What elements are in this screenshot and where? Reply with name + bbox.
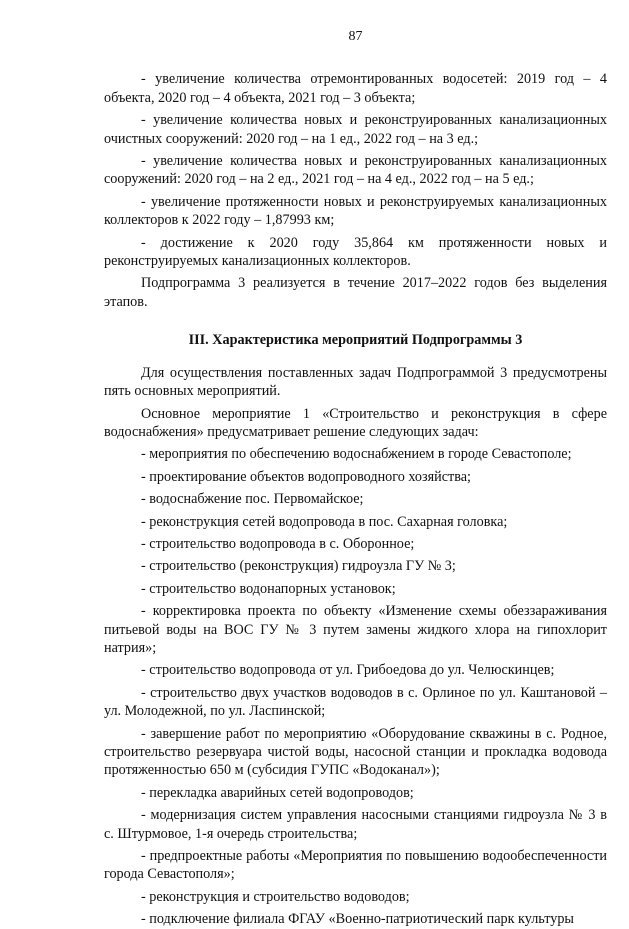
paragraph: Для осуществления поставленных задач Подпрограммой 3 предусмотрены пять основных мероприятий.: [104, 364, 607, 400]
paragraph: - достижение к 2020 году 35,864 км протяженности новых и реконструируемых канализационных коллекторов.: [104, 234, 607, 270]
list-item: - перекладка аварийных сетей водопроводов;: [141, 784, 414, 801]
paragraph: - увеличение количества новых и реконструированных канализационных очистных сооружений: 2020 год – на 1 ед., 2022 год – на 3 ед.;: [104, 112, 607, 147]
list-item: - реконструкция и строительство водоводов;: [141, 888, 410, 905]
list-item: - модернизация систем управления насосными станциями гидроузла № 3 в с. Штурмовое, 1-я очередь строительства;: [104, 807, 607, 842]
paragraph: - увеличение количества новых и реконструированных канализационных сооружений: 2020 год – на 2 ед., 2021 год – на 4 ед., 2022 год – на 5 ед.;: [104, 153, 607, 188]
list-item: - строительство водопровода в с. Оборонное;: [141, 535, 415, 552]
page-number: 87: [348, 29, 363, 44]
list-item: - подключение филиала ФГАУ «Военно-патриотический парк культуры: [141, 911, 574, 928]
list-item: - строительство двух участков водоводов в с. Орлиное по ул. Каштановой – ул. Молодежной, по ул. Ласпинской;: [104, 684, 607, 720]
list-item: - строительство водонапорных установок;: [141, 580, 396, 597]
list-item: - водоснабжение пос. Первомайское;: [141, 491, 364, 508]
paragraph: - увеличение протяженности новых и реконструируемых канализационных коллекторов к 2022 году – 1,87993 км;: [104, 193, 607, 229]
list-item: - предпроектные работы «Мероприятия по повышению водообеспеченности города Севастополя»;: [104, 848, 607, 883]
section-heading: III. Характеристика мероприятий Подпрограммы 3: [188, 332, 523, 349]
list-item: - реконструкция сетей водопровода в пос. Сахарная головка;: [141, 513, 508, 530]
list-item: - корректировка проекта по объекту «Изменение схемы обеззараживания питьевой воды на ВОС ГУ № 3 путем замены жидкого хлора на гипохлорит натрия»;: [104, 603, 607, 656]
text-block-bottom: [104, 364, 607, 929]
list-item: - мероприятия по обеспечению водоснабжением в городе Севастополе;: [141, 446, 572, 463]
paragraph: - увеличение количества отремонтированных водосетей: 2019 год – 4 объекта, 2020 год – 4 объекта, 2021 год – 3 объекта;: [104, 71, 607, 106]
list-item: - строительство водопровода от ул. Грибоедова до ул. Челюскинцев;: [141, 662, 555, 679]
text-block-top: [104, 70, 607, 311]
paragraph: Подпрограмма 3 реализуется в течение 2017–2022 годов без выделения этапов.: [104, 275, 607, 310]
list-item: - строительство (реконструкция) гидроузла ГУ № 3;: [141, 558, 456, 575]
paragraph: Основное мероприятие 1 «Строительство и реконструкция в сфере водоснабжения» предусматривает решение следующих задач:: [104, 405, 607, 440]
list-item: - проектирование объектов водопроводного хозяйства;: [141, 468, 471, 485]
list-item: - завершение работ по мероприятию «Оборудование скважины в с. Родное, строительство резервуара чистой воды, насосной станции и прокладка водовода протяженностью 650 м (субсидия ГУПС «Водоканал»);: [104, 725, 607, 779]
